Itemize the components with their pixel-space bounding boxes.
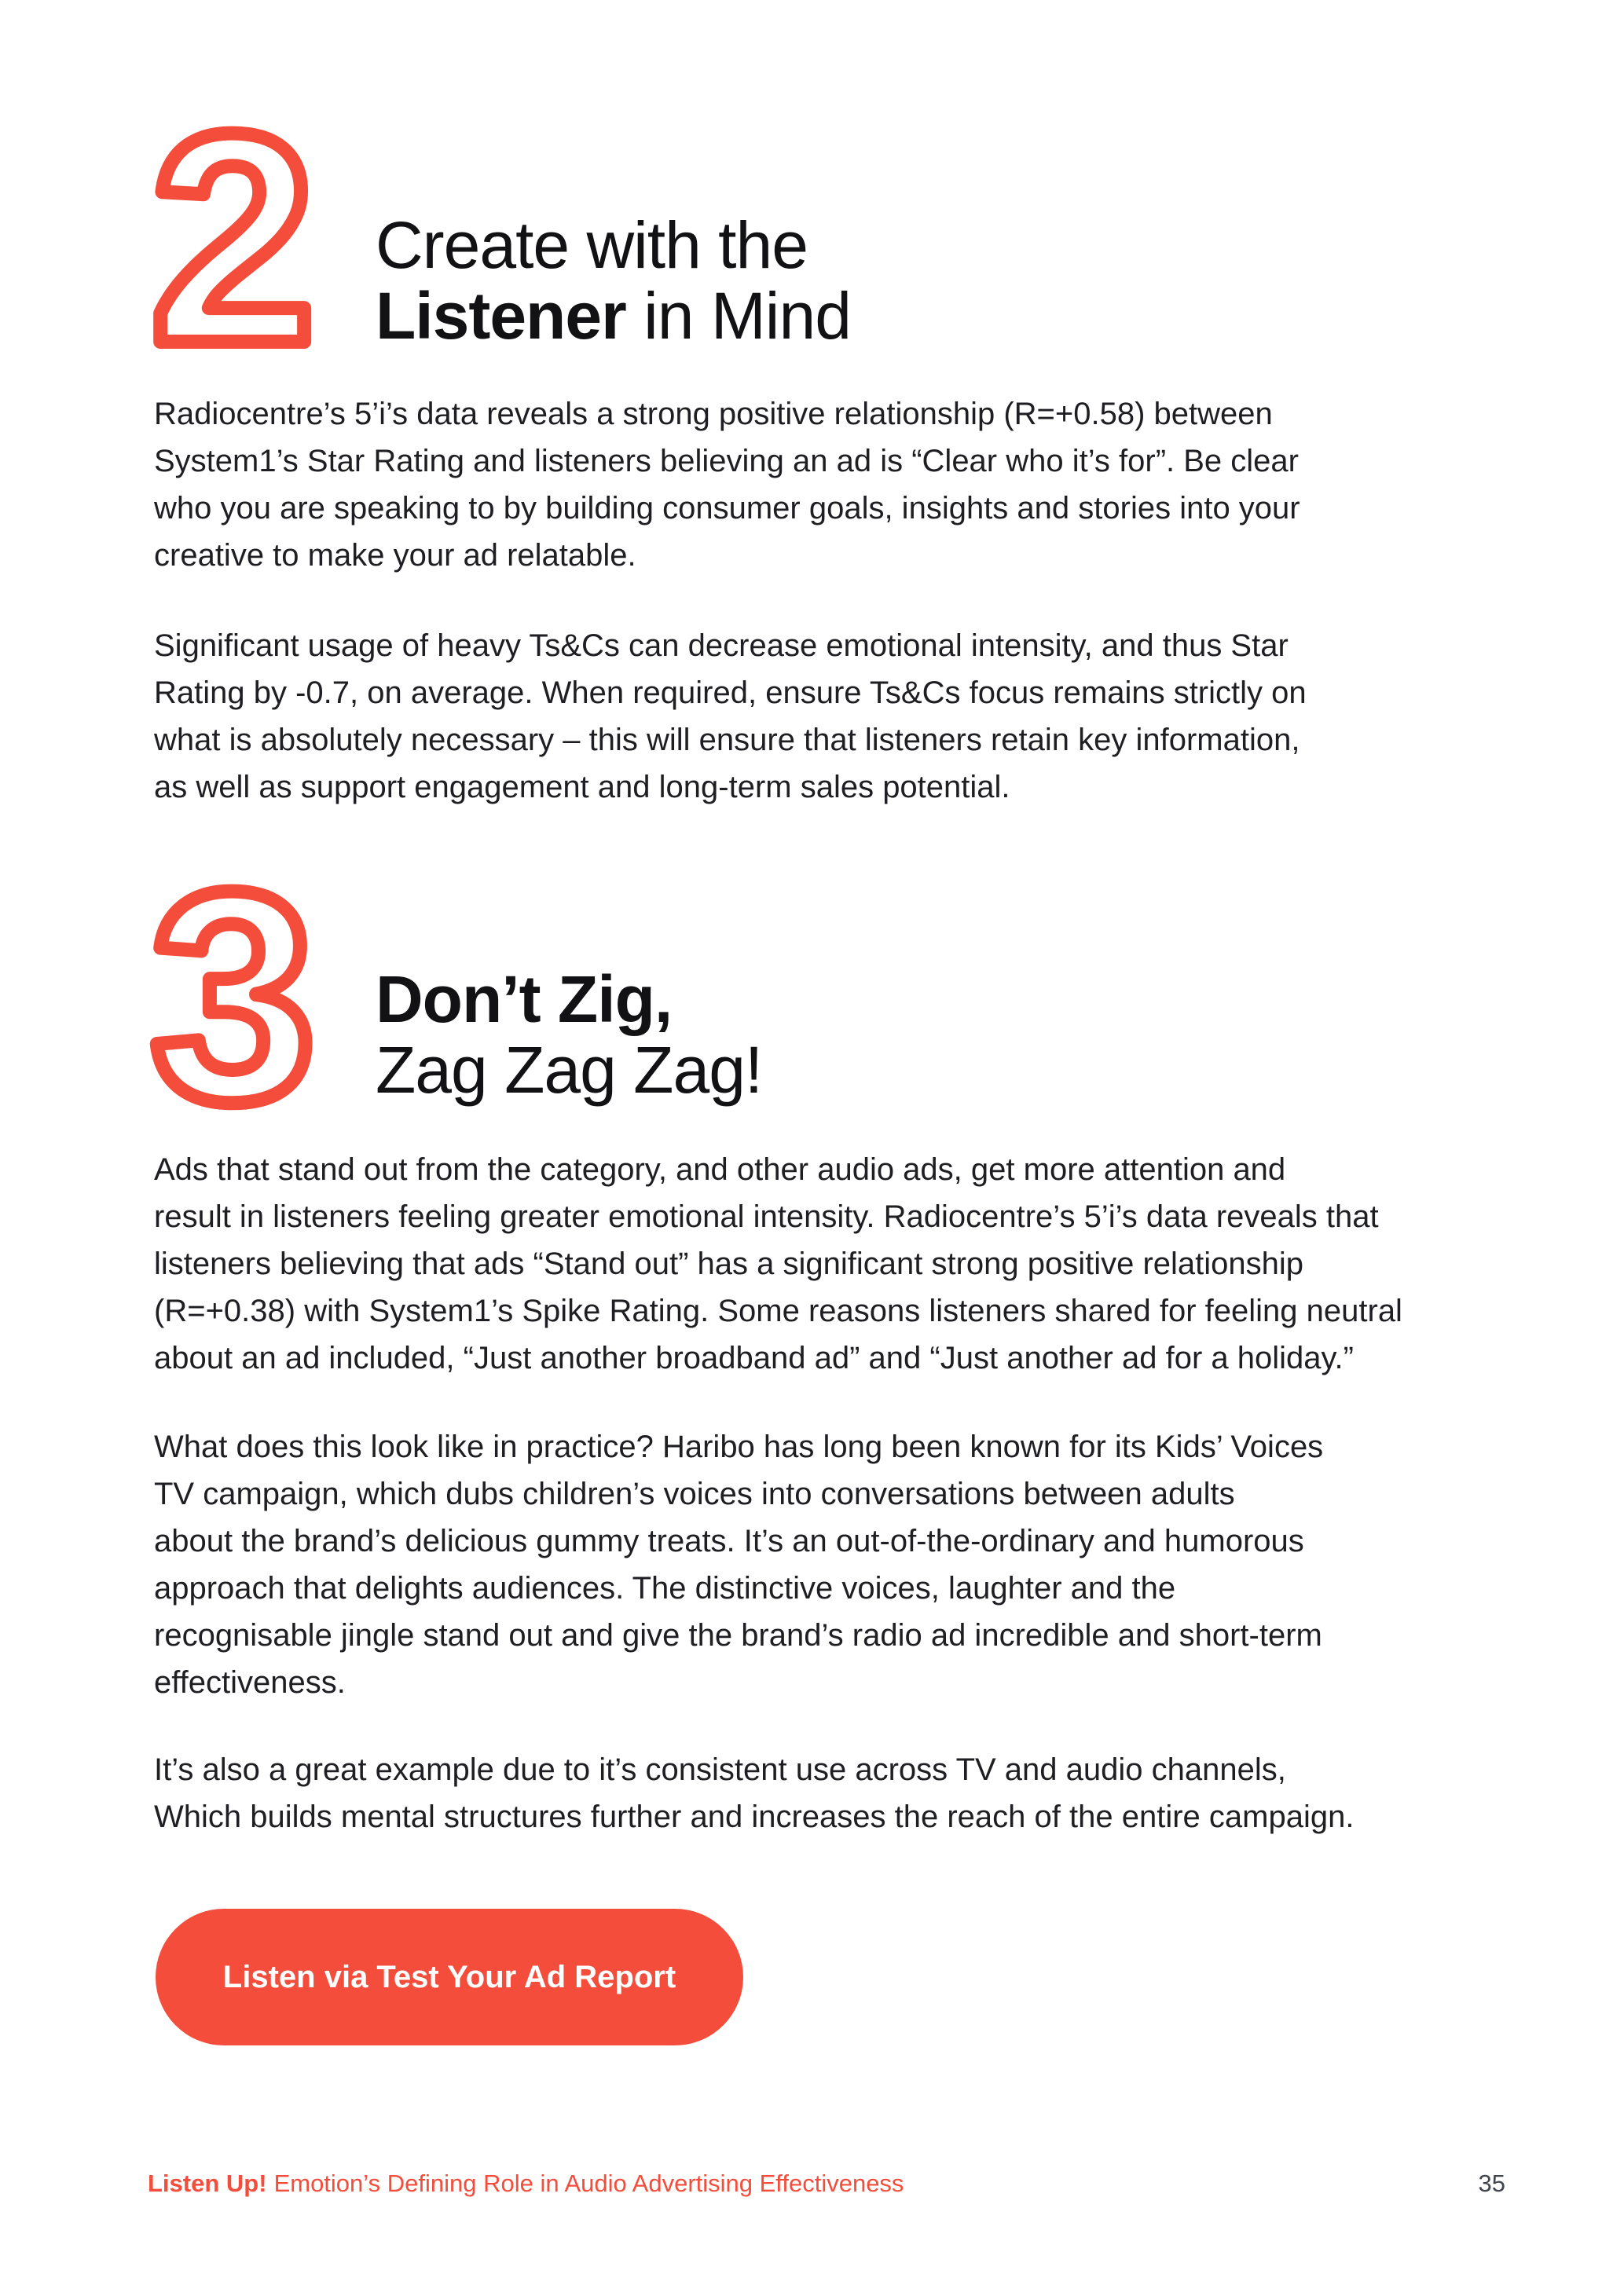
text-line: It’s also a great example due to it’s consistent use across TV and audio channels,: [154, 1752, 1286, 1787]
text-line: Ads that stand out from the category, and other audio ads, get more attention and: [154, 1152, 1286, 1187]
section-3-paragraph-2: [154, 1423, 1537, 1706]
text-line: about the brand’s delicious gummy treats. It’s an out-of-the-ordinary and humorous: [154, 1524, 1304, 1558]
text-line: recognisable jingle stand out and give the brand’s radio ad incredible and short-term: [154, 1618, 1322, 1653]
text-line: result in listeners feeling greater emotional intensity. Radiocentre’s 5’i’s data reveals that: [154, 1199, 1379, 1234]
heading-text: Create with the: [376, 208, 808, 282]
text-line: (R=+0.38) with System1’s Spike Rating. Some reasons listeners shared for feeling neutral: [154, 1294, 1402, 1328]
heading-text: Zag Zag Zag!: [376, 1033, 763, 1107]
section-2-paragraph-1: [154, 390, 1537, 579]
text-line: creative to make your ad relatable.: [154, 538, 636, 573]
section-3-paragraph-1: [154, 1146, 1537, 1382]
heading-text-bold: Listener: [376, 279, 626, 353]
footer-report-title: Emotion’s Defining Role in Audio Advertising Effectiveness: [273, 2170, 904, 2197]
text-line: Radiocentre’s 5’i’s data reveals a strong positive relationship (R=+0.58) between: [154, 397, 1273, 431]
text-line: Rating by -0.7, on average. When required, ensure Ts&Cs focus remains strictly on: [154, 676, 1307, 710]
text-line: listeners believing that ads “Stand out” has a significant strong positive relationship: [154, 1247, 1304, 1281]
section-3-numeral: [144, 829, 348, 1163]
page-number: 35: [1478, 2170, 1505, 2197]
section-2-paragraph-2: [154, 622, 1537, 811]
section-2-heading: [376, 210, 851, 351]
text-line: approach that delights audiences. The distinctive voices, laughter and the: [154, 1571, 1176, 1606]
text-line: about an ad included, “Just another broadband ad” and “Just another ad for a holiday.”: [154, 1341, 1354, 1375]
section-3-heading-line-1: [376, 964, 762, 1034]
heading-text: in Mind: [625, 279, 851, 353]
section-2-heading-line-1: [376, 210, 851, 280]
section-3-heading-line-2: [376, 1034, 762, 1105]
section-3-paragraph-3: [154, 1746, 1537, 1840]
text-line: effectiveness.: [154, 1665, 346, 1700]
footer-brand: Listen Up!: [148, 2170, 267, 2197]
text-line: System1’s Star Rating and listeners believing an ad is “Clear who it’s for”. Be clear: [154, 444, 1299, 478]
listen-via-test-your-ad-report-button[interactable]: Listen via Test Your Ad Report: [156, 1909, 743, 2045]
section-3-heading: [376, 964, 762, 1105]
section-2-numeral: [144, 71, 348, 405]
text-line: as well as support engagement and long-term sales potential.: [154, 770, 1010, 804]
outlined-number-2: 2: [150, 71, 317, 405]
outlined-number-3: 3: [150, 829, 317, 1163]
text-line: who you are speaking to by building consumer goals, insights and stories into your: [154, 491, 1300, 525]
text-line: what is absolutely necessary – this will ensure that listeners retain key information,: [154, 723, 1300, 757]
text-line: What does this look like in practice? Haribo has long been known for its Kids’ Voices: [154, 1430, 1324, 1464]
text-line: TV campaign, which dubs children’s voices into conversations between adults: [154, 1477, 1235, 1511]
text-line: Which builds mental structures further and increases the reach of the entire campaign.: [154, 1800, 1355, 1834]
section-2-heading-line-2: [376, 280, 851, 351]
text-line: Significant usage of heavy Ts&Cs can decrease emotional intensity, and thus Star: [154, 628, 1289, 663]
footer: [148, 2170, 904, 2197]
heading-text-bold: Don’t Zig,: [376, 962, 673, 1036]
